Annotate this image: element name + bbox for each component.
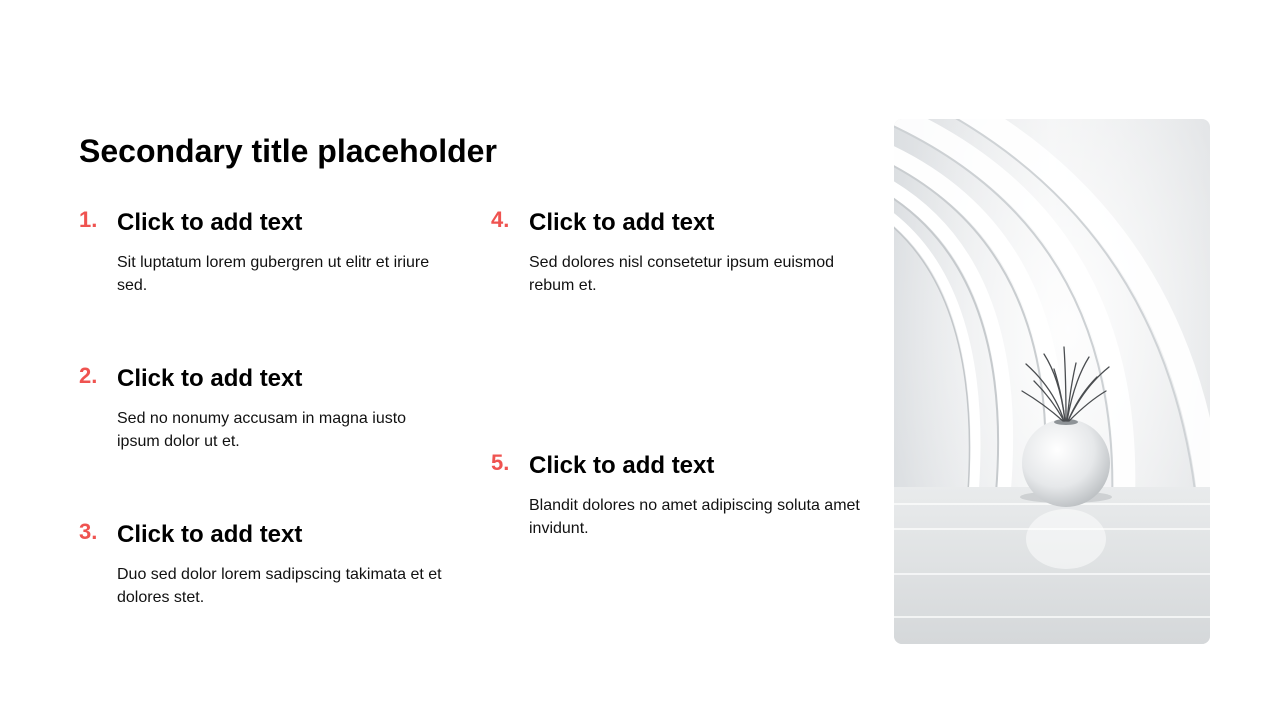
item-text[interactable]: Duo sed dolor lorem sadipscing takimata et et dolores stet.	[117, 566, 442, 606]
item-text[interactable]: Sed dolores nisl consetetur ipsum euismod rebum et.	[529, 254, 835, 294]
item-text[interactable]: Sit luptatum lorem gubergren ut elitr et iriure sed.	[117, 254, 430, 294]
vase-icon	[1022, 419, 1110, 507]
item-heading[interactable]: Click to add text	[117, 365, 303, 392]
item-heading[interactable]: Click to add text	[529, 452, 715, 479]
item-text[interactable]: Sed no nonumy accusam in magna iusto ipsum dolor ut et.	[117, 410, 407, 450]
slide-title[interactable]: Secondary title placeholder	[79, 133, 497, 169]
item-number: 2.	[79, 363, 98, 388]
item-text[interactable]: Blandit dolores no amet adipiscing soluta amet invidunt.	[529, 497, 860, 537]
item-number: 5.	[491, 450, 510, 475]
item-number: 1.	[79, 207, 98, 232]
item-heading[interactable]: Click to add text	[117, 209, 303, 236]
item-number: 3.	[79, 519, 98, 544]
item-heading[interactable]: Click to add text	[117, 521, 303, 548]
photo-white-arches-vase[interactable]	[894, 119, 1210, 644]
item-number: 4.	[491, 207, 510, 232]
photo-illustration	[894, 119, 1210, 644]
item-heading[interactable]: Click to add text	[529, 209, 715, 236]
